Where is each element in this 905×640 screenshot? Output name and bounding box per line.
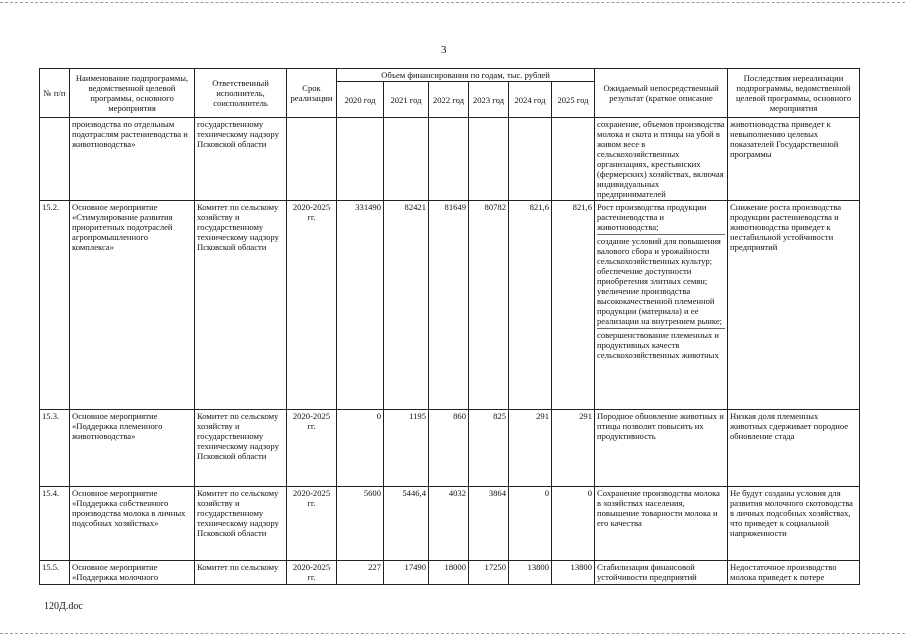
header-consequence: Последствия нереализации подпрограммы, ведомственной целевой программы, основного мероприятия xyxy=(728,69,860,118)
row-2020: 0 xyxy=(337,410,384,487)
header-year-2024: 2024 год xyxy=(509,82,552,118)
table-row xyxy=(40,487,860,561)
result-divider xyxy=(597,234,725,235)
row-2021 xyxy=(384,118,429,201)
row-result xyxy=(595,201,728,410)
row-term: 2020-2025 гг. xyxy=(287,487,337,561)
row-name: Основное мероприятие «Стимулирование развития приоритетных подотраслей агропромышленного комплекса» xyxy=(70,201,195,410)
row-no: 15.2. xyxy=(40,201,70,410)
row-2022: 860 xyxy=(429,410,469,487)
row-2022: 81649 xyxy=(429,201,469,410)
header-result: Ожидаемый непосредственный результат (краткое описание xyxy=(595,69,728,118)
header-year-2021: 2021 год xyxy=(384,82,429,118)
row-2020: 331490 xyxy=(337,201,384,410)
row-consequence: Низкая доля племенных животных сдерживает породное обновление стада xyxy=(728,410,860,487)
row-no xyxy=(40,118,70,201)
row-result-text: создание условий для повышения валового сбора и урожайности сельскохозяйственных культур; обеспечение доступности приобретения элитных семян; увеличение производства высококачественной племенной продукции (материала) и ее реализации на внутреннем рынке; xyxy=(597,236,723,326)
row-term: 2020-2025 гг. xyxy=(287,201,337,410)
row-consequence: Не будут созданы условия для развития молочного скотоводства в личных подсобных хозяйствах, что приведет к социальной напряженности xyxy=(728,487,860,561)
row-2022 xyxy=(429,118,469,201)
row-2022: 18000 xyxy=(429,561,469,585)
table-row xyxy=(40,118,860,201)
row-exec: государственному техническому надзору Псковской области xyxy=(195,118,287,201)
row-result-text: Сохранение производства молока в хозяйствах населения, повышение товарности молока и его качества xyxy=(597,488,720,528)
row-result xyxy=(595,118,728,201)
header-year-2025: 2025 год xyxy=(552,82,595,118)
row-2021: 1195 xyxy=(384,410,429,487)
row-consequence: Снижение роста производства продукции растениеводства и животноводства приведет к нестабильной устойчивости предприятий xyxy=(728,201,860,410)
header-year-2020: 2020 год xyxy=(337,82,384,118)
row-2023: 80782 xyxy=(469,201,509,410)
row-2024: 13800 xyxy=(509,561,552,585)
row-2020: 5600 xyxy=(337,487,384,561)
header-term: Срок реализации xyxy=(287,69,337,118)
row-2025: 291 xyxy=(552,410,595,487)
row-name: Основное мероприятие «Поддержка племенного животноводства» xyxy=(70,410,195,487)
top-scan-edge xyxy=(0,2,905,3)
page-number: 3 xyxy=(441,44,447,56)
row-result xyxy=(595,561,728,585)
header-no: № п/п xyxy=(40,69,70,118)
table-row xyxy=(40,410,860,487)
row-2024 xyxy=(509,118,552,201)
row-result xyxy=(595,487,728,561)
header-name: Наименование подпрограммы, ведомственной целевой программы, основного мероприятия xyxy=(70,69,195,118)
row-result-text: Рост производства продукции растениеводства и животноводства; xyxy=(597,202,707,232)
bottom-scan-edge xyxy=(0,633,905,634)
row-2023: 17250 xyxy=(469,561,509,585)
row-no: 15.5. xyxy=(40,561,70,585)
row-2023 xyxy=(469,118,509,201)
row-2021: 82421 xyxy=(384,201,429,410)
row-result-text: Стабилизация финансовой устойчивости предприятий xyxy=(597,562,697,582)
row-consequence: Недостаточное производство молока приведет к потере xyxy=(728,561,860,585)
row-result-text: Породное обновление животных и птицы позволит повысить их продуктивность xyxy=(597,411,724,441)
row-name: Основное мероприятие «Поддержка молочного xyxy=(70,561,195,585)
table-row xyxy=(40,561,860,585)
row-2024: 291 xyxy=(509,410,552,487)
row-term xyxy=(287,118,337,201)
row-exec: Комитет по сельскому хозяйству и государственному техническому надзору Псковской области xyxy=(195,487,287,561)
row-result-text: сохранение, объемов производства молока и скота и птицы на убой в живом весе в сельскохозяйственных организациях, крестьянских (фермерских) хозяйствах, включая индивидуальных предпринимателей xyxy=(597,119,725,199)
row-2020: 227 xyxy=(337,561,384,585)
row-term: 2020-2025 гг. xyxy=(287,561,337,585)
row-2020 xyxy=(337,118,384,201)
row-term: 2020-2025 гг. xyxy=(287,410,337,487)
row-2022: 4032 xyxy=(429,487,469,561)
header-year-2022: 2022 год xyxy=(429,82,469,118)
row-2021: 5446,4 xyxy=(384,487,429,561)
header-exec: Ответственный исполнитель, соисполнитель xyxy=(195,69,287,118)
header-year-2023: 2023 год xyxy=(469,82,509,118)
row-2021: 17490 xyxy=(384,561,429,585)
row-2024: 821,6 xyxy=(509,201,552,410)
row-consequence: животноводства приведет к невыполнению целевых показателей Государственной программы xyxy=(728,118,860,201)
header-row xyxy=(40,69,860,82)
row-2023: 825 xyxy=(469,410,509,487)
row-2024: 0 xyxy=(509,487,552,561)
footer-filename: 120Д.doc xyxy=(44,601,83,612)
program-table xyxy=(39,68,860,585)
row-2023: 3864 xyxy=(469,487,509,561)
row-result-text: совершенствование племенных и продуктивных качеств сельскохозяйственных животных xyxy=(597,330,720,360)
row-no: 15.3. xyxy=(40,410,70,487)
row-2025: 13800 xyxy=(552,561,595,585)
header-funding: Объем финансирования по годам, тыс. рублей xyxy=(337,69,595,82)
table-row xyxy=(40,201,860,410)
row-2025: 0 xyxy=(552,487,595,561)
row-result xyxy=(595,410,728,487)
row-exec: Комитет по сельскому хозяйству и государственному техническому надзору Псковской области xyxy=(195,410,287,487)
row-no: 15.4. xyxy=(40,487,70,561)
row-exec: Комитет по сельскому xyxy=(195,561,287,585)
row-name: производства по отдельным подотраслям растениеводства и животноводства» xyxy=(70,118,195,201)
row-2025 xyxy=(552,118,595,201)
row-2025: 821,6 xyxy=(552,201,595,410)
result-divider xyxy=(597,328,725,329)
row-name: Основное мероприятие «Поддержка собственного производства молока в личных подсобных хозяйствах» xyxy=(70,487,195,561)
row-exec: Комитет по сельскому хозяйству и государственному техническому надзору Псковской области xyxy=(195,201,287,410)
